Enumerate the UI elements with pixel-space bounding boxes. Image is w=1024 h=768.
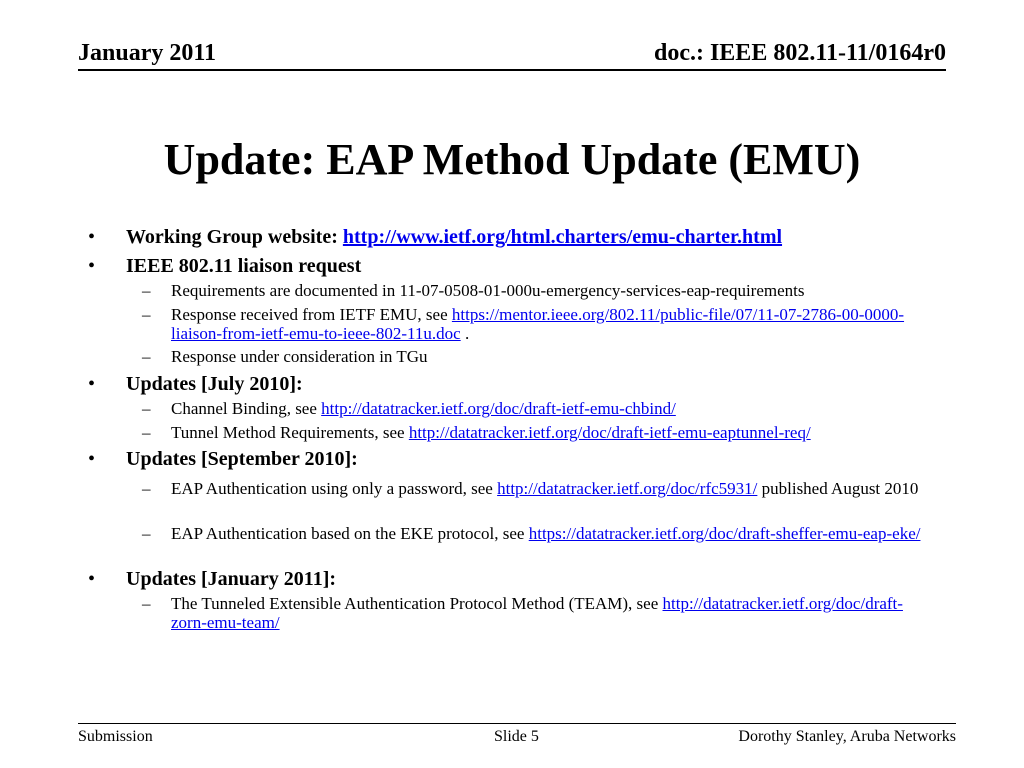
- dash-glyph: –: [142, 423, 151, 442]
- header-date: January 2011: [78, 40, 217, 66]
- dash-glyph: –: [142, 281, 151, 300]
- bullet-label: Working Group website:: [126, 226, 343, 248]
- bullet-label: Updates [July 2010]:: [126, 373, 303, 395]
- chbind-draft-link[interactable]: http://datatracker.ietf.org/doc/draft-ietf-emu-chbind/: [321, 399, 676, 418]
- sub-item-prefix: Response received from IETF EMU, see: [171, 305, 452, 324]
- bullet-glyph: •: [88, 226, 96, 248]
- sub-item-text: [171, 399, 932, 418]
- sub-item-text: [171, 305, 932, 343]
- bullet-liaison-request: [88, 254, 361, 278]
- sub-item-text: [171, 479, 932, 498]
- rfc5931-link[interactable]: http://datatracker.ietf.org/doc/rfc5931/: [497, 479, 758, 498]
- sub-item-response-received: [142, 305, 932, 343]
- sub-item-prefix: EAP Authentication using only a password, see: [171, 479, 498, 498]
- sub-item-password-auth: [142, 479, 932, 498]
- bullet-label: Updates [September 2010]:: [126, 448, 358, 470]
- bullet-label: Updates [January 2011]:: [126, 568, 337, 590]
- sub-item-tunnel-method: [142, 423, 932, 442]
- slide-title: Update: EAP Method Update (EMU): [163, 135, 861, 184]
- bullet-glyph: •: [88, 568, 96, 590]
- header-doc-id: doc.: IEEE 802.11-11/0164r0: [653, 40, 946, 66]
- dash-glyph: –: [142, 594, 151, 613]
- footer-submission: Submission: [78, 728, 153, 745]
- eaptunnel-draft-link[interactable]: http://datatracker.ietf.org/doc/draft-ietf-emu-eaptunnel-req/: [408, 423, 811, 442]
- sub-item-text: [171, 423, 932, 442]
- dash-glyph: –: [142, 524, 151, 543]
- bullet-glyph: •: [88, 448, 96, 470]
- sub-item-prefix: Channel Binding, see: [171, 399, 322, 418]
- sub-item-prefix: Tunnel Method Requirements, see: [171, 423, 409, 442]
- sub-item-team: [142, 594, 932, 632]
- bullet-glyph: •: [88, 373, 96, 395]
- sub-item-eke-auth: [142, 524, 932, 543]
- dash-glyph: –: [142, 399, 151, 418]
- emu-charter-link[interactable]: http://www.ietf.org/html.charters/emu-charter.html: [342, 226, 783, 248]
- liaison-doc-link[interactable]: https://mentor.ieee.org/802.11/public-file/07/11-07-2786-00-0000-liaison-from-ietf-emu-to-ieee-802-11u.doc: [171, 305, 905, 343]
- footer-author: Dorothy Stanley, Aruba Networks: [738, 728, 956, 745]
- sub-item-text: Requirements are documented in 11-07-0508-01-000u-emergency-services-eap-requirements: [171, 281, 805, 300]
- sub-item-prefix: The Tunneled Extensible Authentication Protocol Method (TEAM), see: [171, 594, 663, 613]
- sub-item-suffix: .: [460, 324, 470, 343]
- eap-eke-draft-link[interactable]: https://datatracker.ietf.org/doc/draft-sheffer-emu-eap-eke/: [528, 524, 921, 543]
- team-draft-link[interactable]: http://datatracker.ietf.org/doc/draft-zorn-emu-team/: [171, 594, 903, 632]
- sub-item-text: Response under consideration in TGu: [171, 347, 428, 366]
- dash-glyph: –: [142, 305, 151, 324]
- bullet-updates-july-2010: [88, 372, 303, 396]
- bullet-updates-september-2010: [88, 447, 358, 471]
- sub-item-text: [171, 594, 932, 632]
- sub-item-suffix: published August 2010: [757, 479, 919, 498]
- bullet-glyph: •: [88, 255, 96, 277]
- sub-item-prefix: EAP Authentication based on the EKE protocol, see: [171, 524, 529, 543]
- sub-item-requirements: [142, 281, 932, 300]
- footer-divider: [78, 723, 956, 724]
- sub-item-text: [171, 524, 932, 543]
- bullet-updates-january-2011: [88, 567, 336, 591]
- sub-item-channel-binding: [142, 399, 932, 418]
- bullet-label: IEEE 802.11 liaison request: [126, 255, 362, 277]
- sub-item-response-consideration: [142, 347, 932, 366]
- dash-glyph: –: [142, 479, 151, 498]
- bullet-working-group: [88, 225, 782, 249]
- dash-glyph: –: [142, 347, 151, 366]
- footer-slide-number: Slide 5: [494, 728, 539, 745]
